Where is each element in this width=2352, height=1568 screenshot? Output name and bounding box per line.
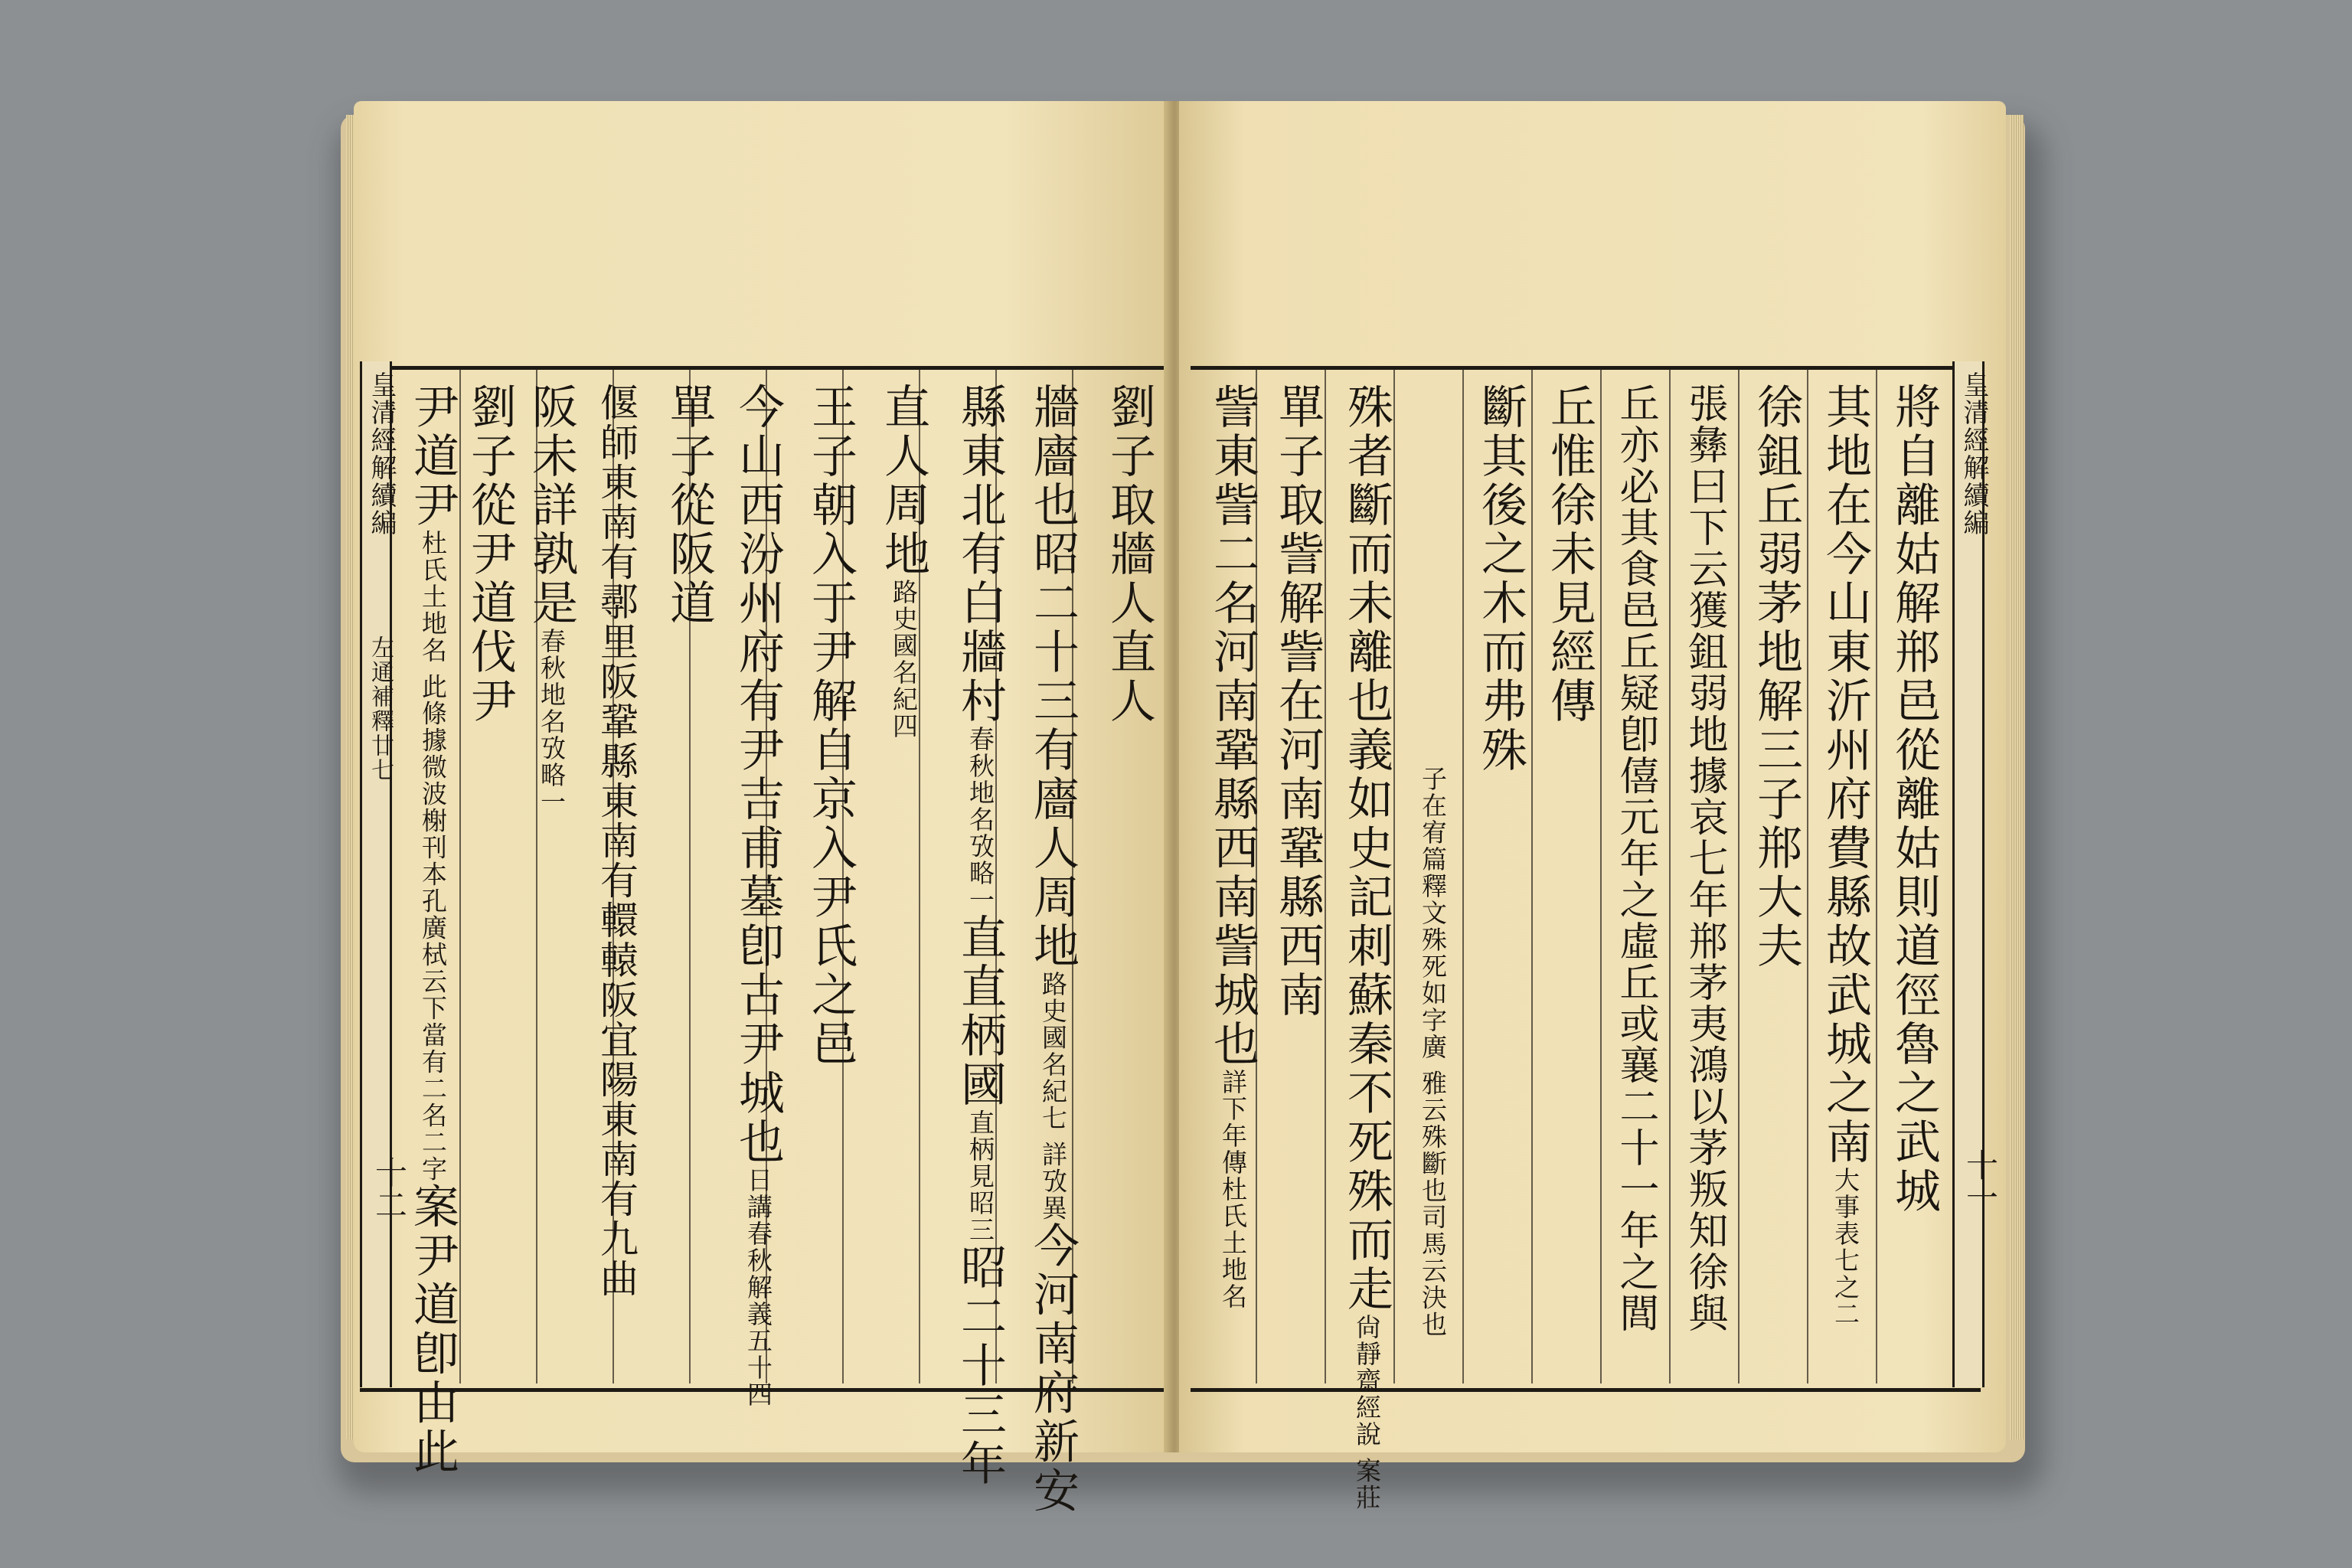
text-column-r10: 單子取訾解訾在河南鞏縣西南: [1271, 383, 1325, 1020]
text-column-1: 劉子取牆人直人: [1102, 383, 1156, 726]
text-column-r2: 其地在今山東沂州府費縣故武城之南大事表七之二: [1818, 383, 1872, 1328]
column-rule: [459, 369, 461, 1383]
text-column-r5: 丘亦必其食邑丘疑卽僖元年之虛丘或襄二十一年之閭: [1612, 383, 1658, 1334]
text-column-r1: 將自離姑解郱邑從離姑則道徑魯之武城: [1887, 383, 1941, 1216]
left-page-number: 十二: [371, 1156, 408, 1220]
text-column-r3: 徐鉏丘弱茅地解三子郱大夫: [1749, 383, 1803, 971]
text-column-3: 縣東北有白牆村春秋地名攷略一直直柄國直柄見昭三昭二十三年: [953, 383, 1007, 1488]
text-column-r8: 子在宥篇釋文殊死如字廣 雅云殊斷也司馬云決也: [1418, 766, 1448, 1338]
text-column-11: 尹道尹杜氏土地名 此條據微波榭刊本孔廣栻云下當有二名二字案尹道卽由此: [406, 383, 459, 1477]
text-column-8: 偃師東南有鄩里阪鞏縣東南有轘轅阪宜陽東南有九曲: [594, 383, 639, 1298]
right-band-title: 皇清經解續編: [1958, 371, 1989, 537]
left-band-subtitle: 左通補釋廿七: [367, 635, 394, 782]
column-rule: [1600, 369, 1602, 1383]
text-column-r7: 斷其後之木而弗殊: [1474, 383, 1527, 775]
text-column-6: 今山西汾州府有尹吉甫墓卽古尹城也日講春秋解義五十四: [731, 383, 785, 1408]
text-column-r6: 丘惟徐未見經傳: [1543, 383, 1596, 726]
text-column-4: 直人周地路史國名紀四: [877, 383, 930, 740]
text-column-10: 劉子從尹道伐尹: [463, 383, 517, 726]
column-rule: [1393, 369, 1395, 1383]
column-rule: [1462, 369, 1464, 1383]
column-rule: [1531, 369, 1533, 1383]
text-column-9: 阪未詳孰是春秋地名攷略一: [524, 383, 578, 815]
text-column-r9: 殊者斷而未離也義如史記刺蘇秦不死殊而走尙靜齋經說 案莊: [1340, 383, 1393, 1511]
text-column-7: 單子從阪道: [662, 383, 716, 628]
column-rule: [1669, 369, 1671, 1383]
right-fore-edge: [2010, 115, 2024, 1439]
column-rule: [1876, 369, 1877, 1383]
right-page-number: 十一: [1962, 1148, 1999, 1213]
text-column-5: 王子朝入于尹解自京入尹氏之邑: [804, 383, 858, 1069]
column-rule: [1325, 369, 1326, 1383]
column-rule: [1807, 369, 1808, 1383]
left-band-title: 皇清經解續編: [366, 371, 397, 537]
text-column-r4: 張彝曰下云獲鉏弱地據哀七年郱茅夷鴻以茅叛知徐與: [1681, 383, 1727, 1334]
text-column-r11: 訾東訾二名河南鞏縣西南訾城也詳下年傳杜氏土地名: [1206, 383, 1259, 1310]
column-rule: [1738, 369, 1740, 1383]
text-column-2: 牆廧也昭二十三有廧人周地路史國名紀七 詳攷異今河南府新安: [1026, 383, 1080, 1516]
